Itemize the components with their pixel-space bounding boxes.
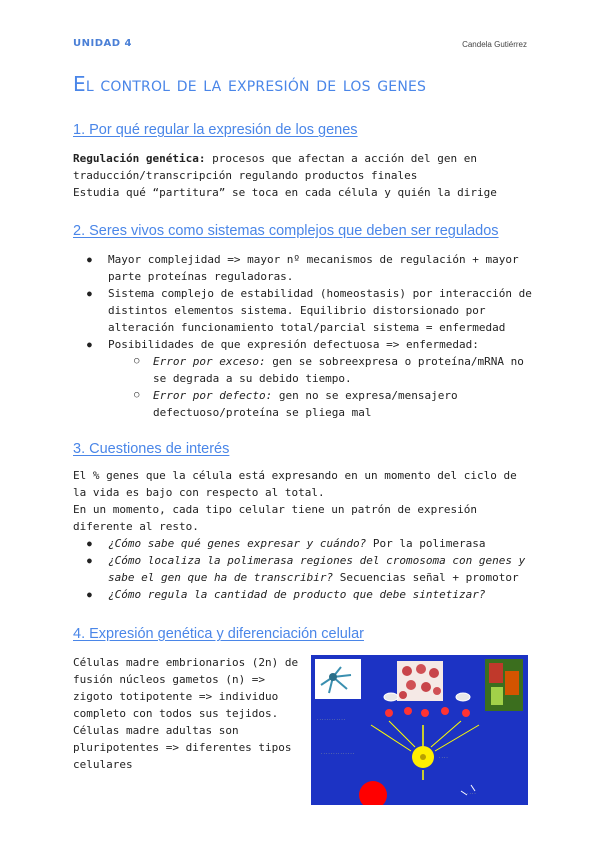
- error-defecto-text: gen no se expresa/mensajero defectuoso/proteína se pliega mal: [153, 389, 458, 419]
- unit-label: UNIDAD 4: [73, 38, 132, 49]
- term-regulacion: Regulación genética:: [73, 152, 206, 165]
- list-item: [73, 535, 533, 552]
- list-item: ● Sistema complejo de estabilidad (homeostasis) por interacción de distintos elementos sistema. Equilibrio distorsionado por alteración funcionamiento total/parcial sistema = enfermedad: [73, 285, 533, 336]
- diagram-note: · · · · · · · · · · · · · ·: [321, 751, 355, 756]
- section-2-heading: 2. Seres vivos como sistemas complejos que deben ser regulados: [73, 223, 499, 239]
- error-defecto-label: Error por defecto:: [153, 389, 273, 402]
- list-item: [73, 586, 533, 603]
- cell-differentiation-diagram: [311, 655, 528, 805]
- author-name: Candela Gutiérrez: [462, 40, 527, 49]
- section-1-heading: 1. Por qué regular la expresión de los genes: [73, 122, 358, 138]
- section-3-heading: 3. Cuestiones de interés: [73, 441, 230, 457]
- question-2: ¿Cómo localiza la polimerasa regiones del cromosoma con genes y sabe el gen que ha de transcribir?: [108, 554, 526, 584]
- list-item: [73, 552, 533, 586]
- error-exceso-text: gen se sobreexpresa o proteína/mRNA no se degrada a su debido tiempo.: [153, 355, 524, 385]
- question-1: ¿Cómo sabe qué genes expresar y cuándo?: [108, 537, 367, 550]
- diagram-note: · · · ·: [439, 755, 448, 760]
- section-4-body: Células madre embrionarios (2n) de fusión núcleos gametos (n) => zigoto totipotente => individuo completo con todos sus tejidos. Células madre adultas son pluripotentes => diferentes tipos celulares: [73, 656, 299, 771]
- list-item-text: Posibilidades de que expresión defectuosa => enfermedad:: [108, 338, 479, 351]
- s1-line2: traducción/transcripción regulando productos finales: [73, 169, 418, 182]
- diagram-note: · · · · · · · · · · · ·: [317, 717, 346, 722]
- s1-line3: Estudia qué “partitura” se toca en cada célula y quién la dirige: [73, 186, 497, 199]
- sub-list: [108, 353, 533, 421]
- sub-list-item: [108, 353, 533, 387]
- s3-paragraph-2: En un momento, cada tipo celular tiene un patrón de expresión diferente al resto.: [73, 503, 477, 533]
- sub-list-item: [108, 387, 533, 421]
- page-title: El control de la expresión de los genes: [73, 72, 427, 96]
- section-3-list: [73, 535, 533, 603]
- error-exceso-label: Error por exceso:: [153, 355, 266, 368]
- question-3: ¿Cómo regula la cantidad de producto que debe sintetizar?: [108, 588, 486, 601]
- list-item: [73, 336, 533, 421]
- answer-1: Por la polimerasa: [366, 537, 486, 550]
- section-2-list: [73, 251, 533, 421]
- section-4-heading: 4. Expresión genética y diferenciación celular: [73, 626, 364, 642]
- s1-line1: procesos que afectan a acción del gen en: [205, 152, 477, 165]
- diagram-graphic: [311, 655, 528, 805]
- s3-paragraph-1: El % genes que la célula está expresando en un momento del ciclo de la vida es bajo con respecto al total.: [73, 469, 517, 499]
- section-3-body: [73, 467, 533, 535]
- answer-2: Secuencias señal + promotor: [333, 571, 519, 584]
- list-item: ● Mayor complejidad => mayor nº mecanismos de regulación + mayor parte proteínas reguladoras.: [73, 251, 533, 285]
- section-1-body: [73, 150, 533, 201]
- diagram-note: · · · ·: [467, 791, 476, 796]
